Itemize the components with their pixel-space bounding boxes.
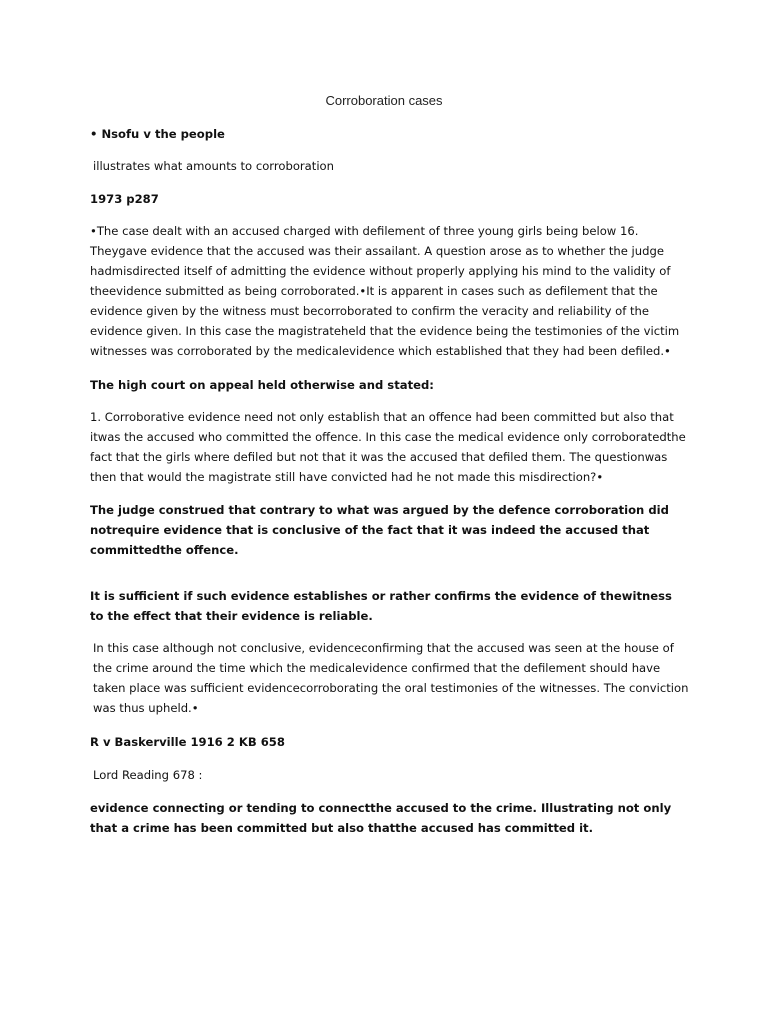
case-heading-nsofu: • Nsofu v the people [90,127,225,141]
corroborative-evidence-paragraph: 1. Corroborative evidence need not only establish that an offence had been committed but also that itwas the accused who committed the offence. In this case the medical evidence only corroboratedthe fact that the girls where defiled but not that it was the accused that defiled them. The questionwas then that would the magistrate still have convicted had he not made this misdirection?• [90,410,686,484]
case-heading-baskerville: R v Baskerville 1916 2 KB 658 [90,735,285,749]
citation-1973: 1973 p287 [90,192,159,206]
judge-construed-paragraph: The judge construed that contrary to what was argued by the defence corroboration did notrequire evidence that is conclusive of the fact that it was indeed the accused that committedthe offence. [90,503,669,557]
sufficient-evidence-paragraph: It is sufficient if such evidence establishes or rather confirms the evidence of thewitness to the effect that their evidence is reliable. [90,589,672,623]
conviction-upheld-paragraph: In this case although not conclusive, evidenceconfirming that the accused was seen at the house of the crime around the time which the medicalevidence confirmed that the defilement should have taken place was sufficient evidencecorroborating the oral testimonies of the witnesses. The conviction was thus upheld.• [93,641,689,715]
high-court-heading: The high court on appeal held otherwise and stated: [90,378,434,392]
evidence-connecting-paragraph: evidence connecting or tending to connectthe accused to the crime. Illustrating not only that a crime has been committed but also thatthe accused has committed it. [90,801,672,835]
case-description: illustrates what amounts to corroboration [93,159,334,173]
document-title: Corroboration cases [325,93,443,108]
lord-reading-reference: Lord Reading 678 : [93,768,203,782]
case-facts-paragraph: •The case dealt with an accused charged with defilement of three young girls being below 16. Theygave evidence that the accused was their assailant. A question arose as to whether the judge hadmisdirected itself of admitting the evidence without properly applying his mind to the validity of theevidence submitted as being corroborated.•It is apparent in cases such as defilement that the evidence given by the witness must becorroborated to confirm the veracity and reliability of the evidence given. In this case the magistrateheld that the evidence being the testimonies of the victim witnesses was corroborated by the medicalevidence which established that they had been defiled.• [90,224,680,358]
